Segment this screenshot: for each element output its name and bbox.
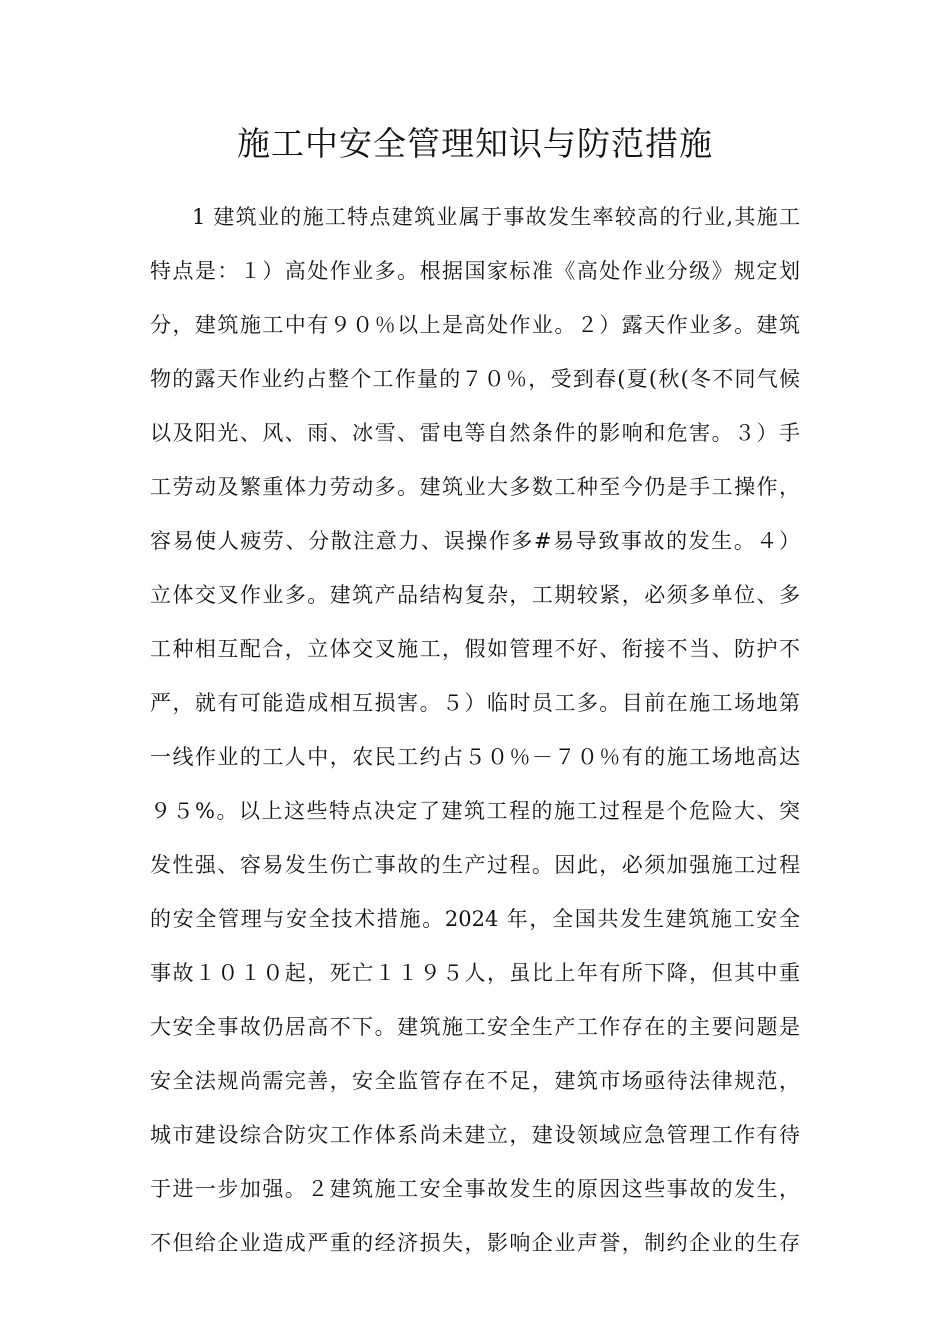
paragraph-line: 以及阳光、风、雨、冰雪、雷电等自然条件的影响和危害。３）手 [150, 421, 800, 445]
paragraph-line: 事故１０１０起，死亡１１９５人，虽比上年有所下降，但其中重 [150, 961, 800, 985]
document-title: 施工中安全管理知识与防范措施 [237, 124, 713, 163]
paragraph-line: 发性强、容易发生伤亡事故的生产过程。因此，必须加强施工过程 [150, 853, 800, 877]
paragraph-line: 的安全管理与安全技术措施。2024 年，全国共发生建筑施工安全 [150, 907, 800, 931]
paragraph-line: 城市建设综合防灾工作体系尚未建立，建设领域应急管理工作有待 [150, 1123, 800, 1147]
paragraph-line: 特点是：１）高处作业多。根据国家标准《高处作业分级》规定划 [150, 259, 800, 283]
paragraph-line: 容易使人疲劳、分散注意力、误操作多#易导致事故的发生。４） [150, 529, 800, 553]
paragraph-line: 大安全事故仍居高不下。建筑施工安全生产工作存在的主要问题是 [150, 1015, 800, 1039]
paragraph-line: 一线作业的工人中，农民工约占５０％－７０％有的施工场地高达 [150, 745, 800, 769]
document-body [150, 190, 800, 1270]
paragraph-line: 工劳动及繁重体力劳动多。建筑业大多数工种至今仍是手工操作， [150, 475, 800, 499]
paragraph-line: 安全法规尚需完善，安全监管存在不足，建筑市场亟待法律规范， [150, 1069, 800, 1093]
paragraph-line: 1 建筑业的施工特点建筑业属于事故发生率较高的行业,其施工 [192, 205, 800, 229]
paragraph-line: 不但给企业造成严重的经济损失，影响企业声誉，制约企业的生存 [150, 1231, 800, 1255]
paragraph-line: 工种相互配合，立体交叉施工，假如管理不好、衔接不当、防护不 [150, 637, 800, 661]
paragraph-line: ９５%。以上这些特点决定了建筑工程的施工过程是个危险大、突 [150, 799, 800, 823]
paragraph-line: 立体交叉作业多。建筑产品结构复杂，工期较紧，必须多单位、多 [150, 583, 800, 607]
paragraph-line: 于进一步加强。２建筑施工安全事故发生的原因这些事故的发生， [150, 1177, 800, 1201]
paragraph-line: 分，建筑施工中有９０％以上是高处作业。２）露天作业多。建筑 [150, 313, 800, 337]
paragraph-line: 严，就有可能造成相互损害。５）临时员工多。目前在施工场地第 [150, 691, 800, 715]
paragraph-line: 物的露天作业约占整个工作量的７０％，受到春(夏(秋(冬不同气候 [150, 367, 800, 391]
